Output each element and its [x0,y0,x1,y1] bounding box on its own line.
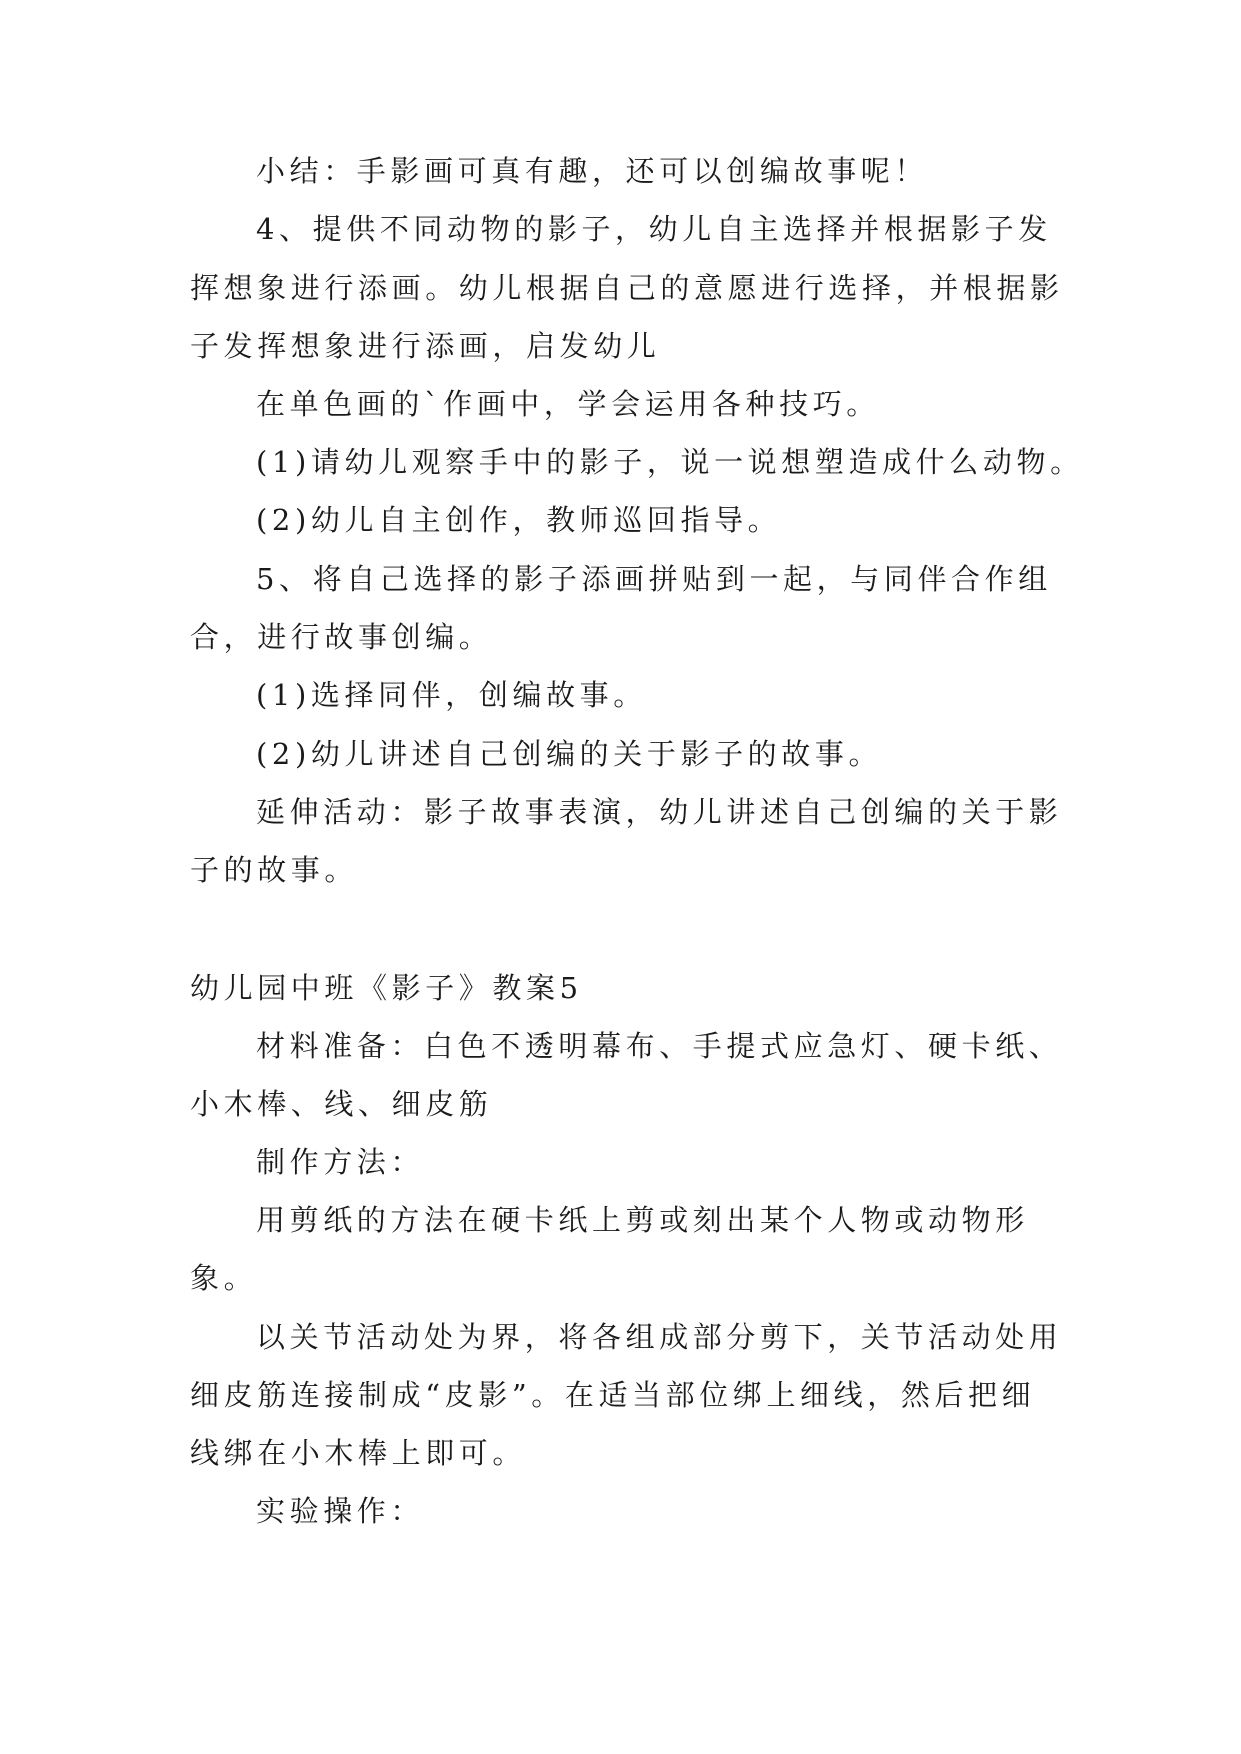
section-title: 幼儿园中班《影子》教案5 [190,971,583,1005]
step-4-sub-1: (1)请幼儿观察手中的影子，说一说想塑造成什么动物。 [256,445,1084,479]
step-4-line-2: 挥想象进行添画。幼儿根据自己的意愿进行选择，并根据影 [190,271,1064,305]
materials-line-1: 材料准备：白色不透明幕布、手提式应急灯、硬卡纸、 [256,1029,1063,1063]
method-line-4: 细皮筋连接制成“皮影”。在适当部位绑上细线，然后把细 [190,1378,1036,1412]
experiment-heading: 实验操作： [256,1494,425,1528]
method-heading: 制作方法： [256,1145,425,1179]
step-4-line-1: 4、提供不同动物的影子，幼儿自主选择并根据影子发 [256,212,1052,246]
step-5-line-2: 合，进行故事创编。 [190,620,493,654]
step-5-sub-2: (2)幼儿讲述自己创编的关于影子的故事。 [256,737,883,771]
method-line-2: 象。 [190,1261,258,1295]
method-line-3: 以关节活动处为界，将各组成部分剪下，关节活动处用 [256,1320,1063,1354]
method-line-1: 用剪纸的方法在硬卡纸上剪或刻出某个人物或动物形 [256,1203,1029,1237]
step-4-line-4: 在单色画的`作画中，学会运用各种技巧。 [256,387,880,421]
step-4-sub-2: (2)幼儿自主创作，教师巡回指导。 [256,503,782,537]
extension-line-1: 延伸活动：影子故事表演，幼儿讲述自己创编的关于影 [256,795,1063,829]
step-5-line-1: 5、将自己选择的影子添画拼贴到一起，与同伴合作组 [256,562,1052,596]
step-5-sub-1: (1)选择同伴，创编故事。 [256,678,647,712]
extension-line-2: 子的故事。 [190,853,359,887]
summary-line: 小结：手影画可真有趣，还可以创编故事呢！ [256,154,929,188]
step-4-line-3: 子发挥想象进行添画，启发幼儿 [190,329,661,363]
method-line-5: 线绑在小木棒上即可。 [190,1436,527,1470]
materials-line-2: 小木棒、线、细皮筋 [190,1087,493,1121]
